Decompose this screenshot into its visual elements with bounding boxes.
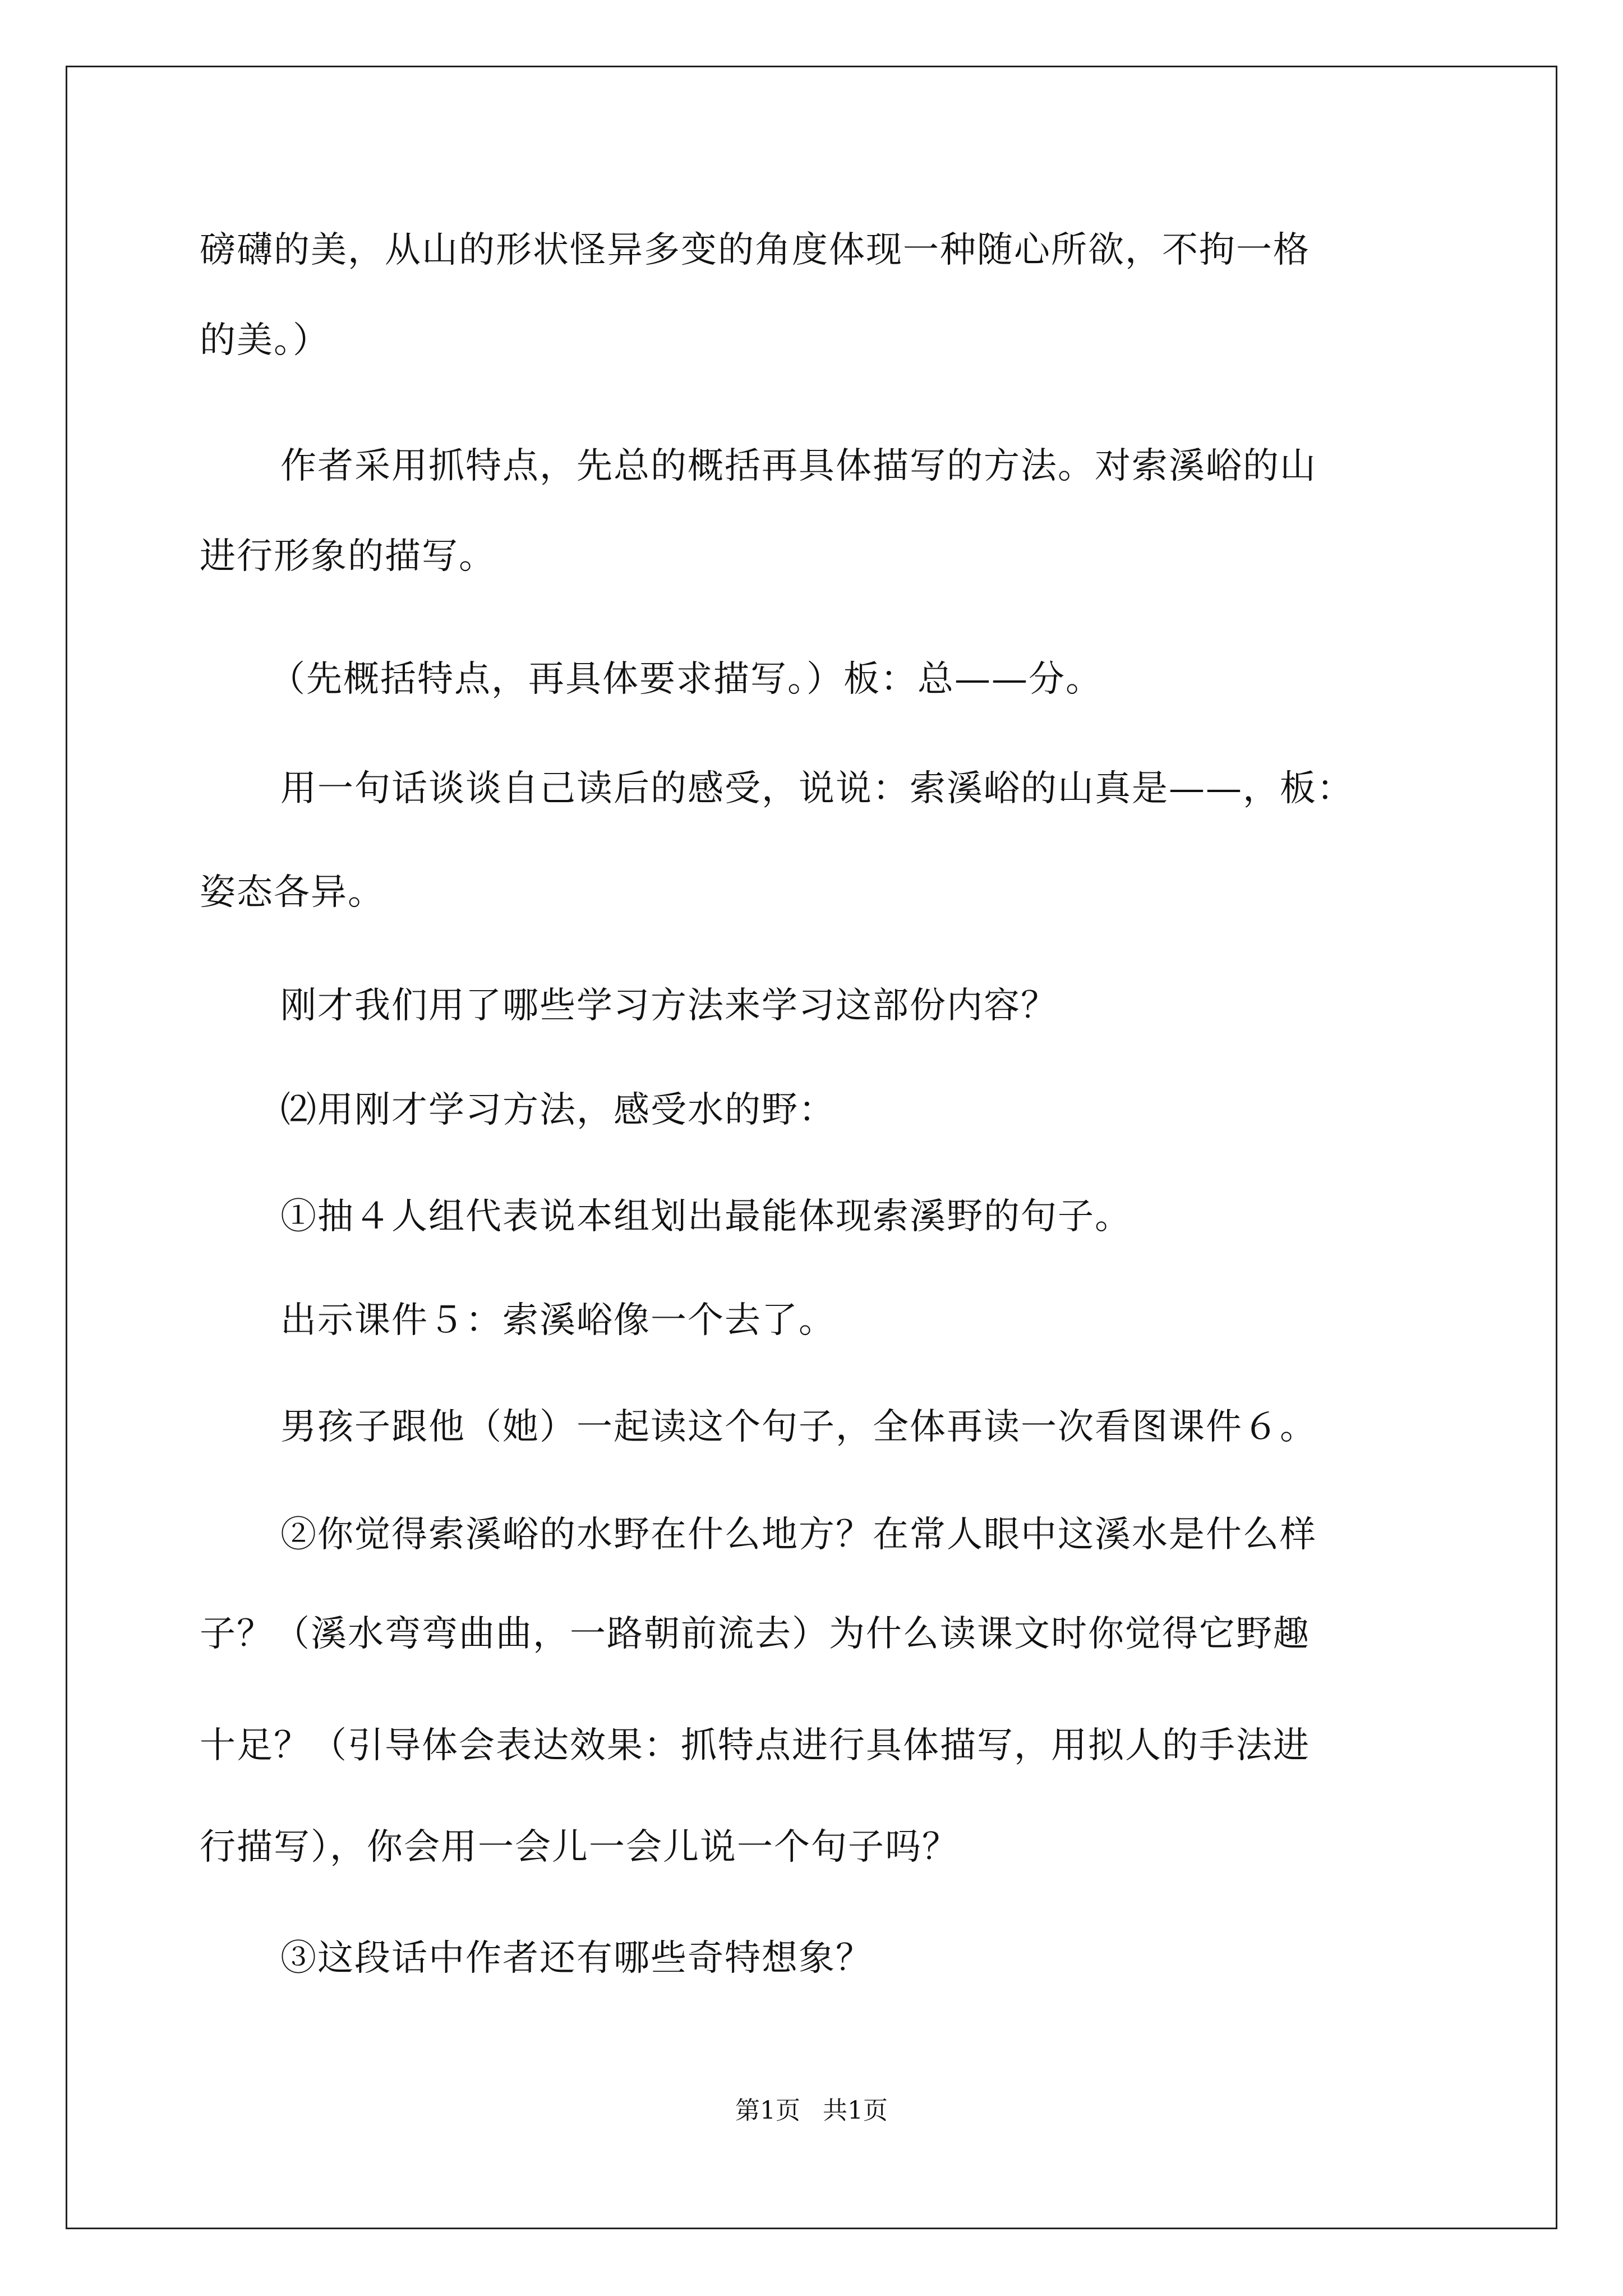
body-line: ⑵用刚才学习方法，感受水的野： [280,1089,836,1131]
body-line: 子？（溪水弯弯曲曲，一路朝前流去）为什么读课文时你觉得它野趣 [200,1613,1310,1655]
body-line: 十足？（引导体会表达效果：抓特点进行具体描写，用拟人的手法进 [200,1725,1310,1766]
body-line: 行描写），你会用一会儿一会儿说一个句子吗？ [200,1826,959,1868]
body-line: 磅礴的美，从山的形状怪异多变的角度体现一种随心所欲，不拘一格 [200,229,1310,271]
page-number: 第1页 [735,2096,800,2125]
body-line: 进行形象的描写。 [200,536,496,577]
page-footer [0,2095,1623,2127]
body-line: 刚才我们用了哪些学习方法来学习这部份内容？ [280,985,1058,1027]
body-line: ②你觉得索溪峪的水野在什么地方？在常人眼中这溪水是什么样 [280,1514,1317,1556]
body-line: ①抽４人组代表说本组划出最能体现索溪野的句子。 [280,1196,1132,1237]
body-line: （先概括特点，再具体要求描写。）板：总——分。 [269,659,1103,700]
body-line: ③这段话中作者还有哪些奇特想象？ [280,1938,873,1979]
body-line: 出示课件５：索溪峪像一个去了。 [280,1300,836,1341]
body-line: 男孩子跟他（她）一起读这个句子，全体再读一次看图课件６。 [280,1406,1317,1448]
body-line: 姿态各异。 [200,872,385,913]
page-border [66,66,1557,2229]
body-line: 作者采用抓特点，先总的概括再具体描写的方法。对索溪峪的山 [280,445,1317,487]
body-line: 用一句话谈谈自己读后的感受，说说：索溪峪的山真是——，板： [280,768,1354,809]
page-total: 共1页 [823,2096,888,2125]
body-line: 的美。） [200,320,330,361]
